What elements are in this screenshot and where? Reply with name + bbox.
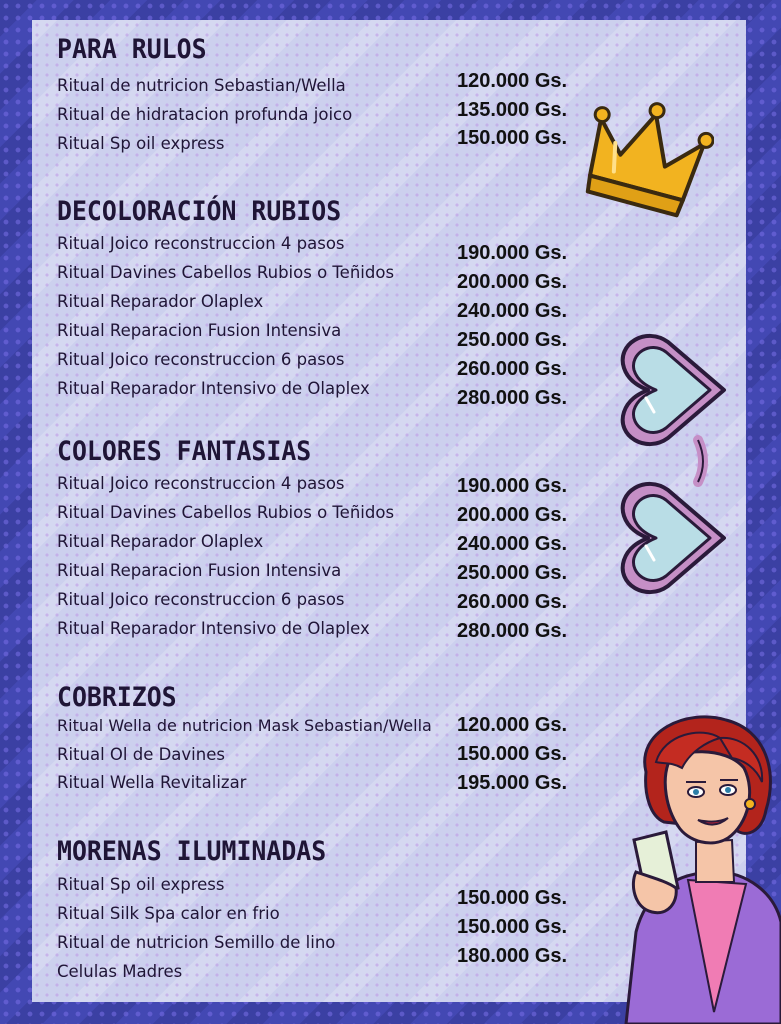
heart-sunglasses-icon [612,322,736,604]
service-price: 200.000 Gs. [457,504,568,526]
service-item: Ritual Silk Spa calor en frio [57,904,280,923]
service-item: Ritual de hidratacion profunda joico [57,105,353,124]
section-title: PARA RULOS [57,34,207,65]
service-item: Ritual Reparador Olaplex [57,532,264,551]
service-item: Ritual Reparador Olaplex [57,292,264,311]
service-price: 150.000 Gs. [457,127,568,149]
service-price: 150.000 Gs. [457,916,568,938]
service-item: Ritual Davines Cabellos Rubios o Teñidos [57,503,395,522]
service-price: 250.000 Gs. [457,562,568,584]
service-item: Celulas Madres [57,962,183,981]
section-title: MORENAS ILUMINADAS [57,836,327,867]
service-price: 200.000 Gs. [457,271,568,293]
service-price: 150.000 Gs. [457,887,568,909]
service-price: 260.000 Gs. [457,591,568,613]
crown-icon [582,92,714,228]
service-price: 280.000 Gs. [457,387,568,409]
service-price: 260.000 Gs. [457,358,568,380]
service-price: 240.000 Gs. [457,533,568,555]
service-price: 150.000 Gs. [457,743,568,765]
section-colores-fantasias [57,436,568,642]
service-item: Ritual Joico reconstruccion 6 pasos [57,350,345,369]
section-title: COLORES FANTASIAS [57,436,312,467]
service-price: 135.000 Gs. [457,99,568,121]
service-item: Ritual Wella de nutricion Mask Sebastian/Wella [57,716,432,735]
service-item: Ritual de nutricion Sebastian/Wella [57,76,346,95]
service-item: Ritual Wella Revitalizar [57,773,247,792]
service-price: 120.000 Gs. [457,714,568,736]
service-price: 120.000 Gs. [457,70,568,92]
service-price: 195.000 Gs. [457,772,568,794]
service-item: Ritual Reparador Intensivo de Olaplex [57,379,370,398]
section-title: COBRIZOS [57,682,177,713]
section-title: DECOLORACIÓN RUBIOS [57,196,342,227]
service-item: Ritual de nutricion Semillo de lino [57,933,336,952]
retro-woman-illustration [616,712,781,1024]
service-item: Ritual Reparacion Fusion Intensiva [57,321,342,340]
service-price: 190.000 Gs. [457,475,568,497]
service-item: Ritual Ol de Davines [57,745,225,764]
section-morenas-iluminadas [57,836,568,981]
service-item: Ritual Davines Cabellos Rubios o Teñidos [57,263,395,282]
service-item: Ritual Reparacion Fusion Intensiva [57,561,342,580]
section-para-rulos [57,34,568,153]
service-price: 280.000 Gs. [457,620,568,642]
section-cobrizos [57,682,568,794]
service-price: 240.000 Gs. [457,300,568,322]
service-item: Ritual Sp oil express [57,875,225,894]
service-item: Ritual Joico reconstruccion 4 pasos [57,474,345,493]
service-price: 190.000 Gs. [457,242,568,264]
service-item: Ritual Reparador Intensivo de Olaplex [57,619,370,638]
service-price: 250.000 Gs. [457,329,568,351]
service-price: 180.000 Gs. [457,945,568,967]
section-decoloracion-rubios [57,196,568,409]
service-item: Ritual Joico reconstruccion 6 pasos [57,590,345,609]
service-item: Ritual Sp oil express [57,134,225,153]
service-item: Ritual Joico reconstruccion 4 pasos [57,234,345,253]
